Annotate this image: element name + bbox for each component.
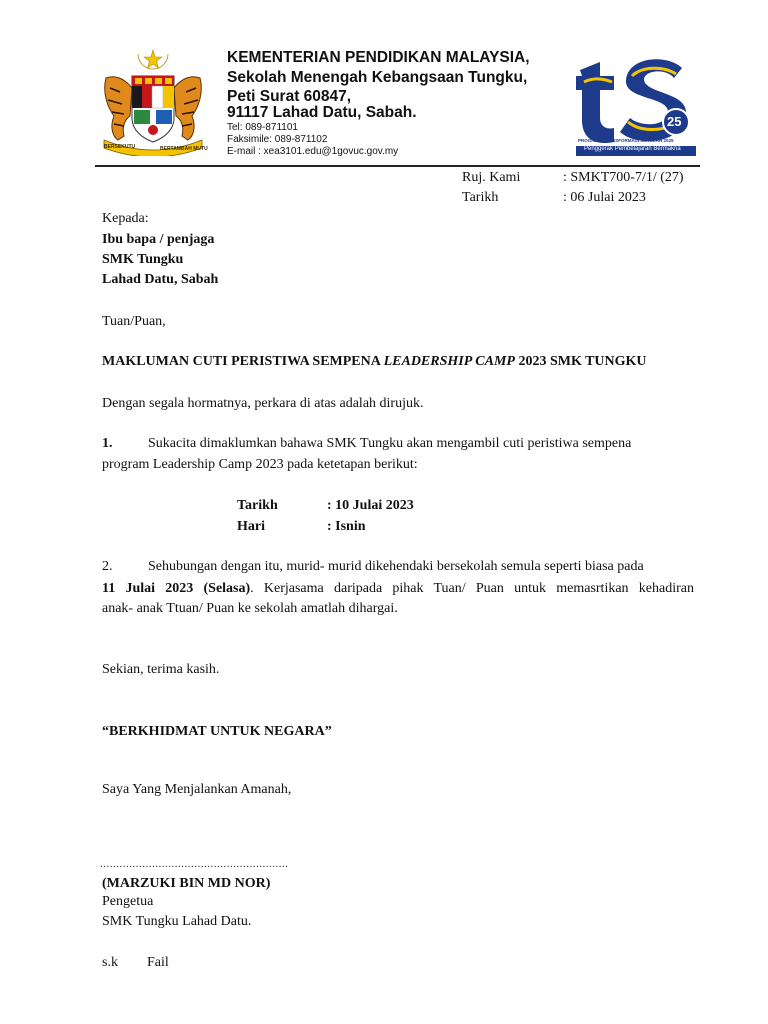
para2-line-2-rest: . Kerjasama daripada pihak Tuan/ Puan untuk memasrtikan kehadiran <box>250 581 694 596</box>
para1-line-2: program Leadership Camp 2023 pada ketetapan berikut: <box>102 457 418 472</box>
letter-date-label: Tarikh <box>462 190 499 205</box>
intro-text: Dengan segala hormatnya, perkara di atas adalah dirujuk. <box>102 396 424 411</box>
malaysia-coat-of-arms-logo <box>98 48 208 156</box>
detail-date-label: Tarikh <box>237 498 278 513</box>
motto: “BERKHIDMAT UNTUK NEGARA” <box>102 724 332 739</box>
postcode-city: 91117 Lahad Datu, Sabah. <box>227 104 417 121</box>
para1-number: 1. <box>102 436 113 451</box>
crest-motto-right: BERTAMBAH MUTU <box>160 146 208 152</box>
trust-line: Saya Yang Menjalankan Amanah, <box>102 782 292 797</box>
cc-value: Fail <box>147 955 169 970</box>
para2-line-1: Sehubungan dengan itu, murid- murid dikehendaki bersekolah semula seperti biasa pada <box>148 559 644 574</box>
closing-text: Sekian, terima kasih. <box>102 662 220 677</box>
subject-part-2: LEADERSHIP CAMP <box>383 354 515 369</box>
ref-value: : SMKT700-7/1/ (27) <box>563 170 684 185</box>
recipient-line-1: Ibu bapa / penjaga <box>102 232 215 247</box>
ministry-name: KEMENTERIAN PENDIDIKAN MALAYSIA, <box>227 49 530 66</box>
po-box: Peti Surat 60847, <box>227 88 352 105</box>
ts25-caption: PROGRAM TRANSFORMASI SEKOLAH 2025 <box>578 138 674 143</box>
recipient-line-3: Lahad Datu, Sabah <box>102 272 219 287</box>
letter-date-value: : 06 Julai 2023 <box>563 190 646 205</box>
recipient-line-2: SMK Tungku <box>102 252 184 267</box>
detail-day-value: : Isnin <box>327 519 366 534</box>
salutation: Tuan/Puan, <box>102 314 166 329</box>
subject-heading <box>102 352 647 372</box>
signatory-name: (MARZUKI BIN MD NOR) <box>102 876 271 891</box>
signatory-title: Pengetua <box>102 894 154 909</box>
signatory-school: SMK Tungku Lahad Datu. <box>102 914 252 929</box>
fax: Faksimile: 089-871102 <box>227 134 328 145</box>
para2-number: 2. <box>102 559 113 574</box>
recipient-to: Kepada: <box>102 211 149 226</box>
letterhead-divider <box>95 165 700 167</box>
email-address: E-mail : xea3101.edu@1govuc.gov.my <box>227 146 399 157</box>
para1-line-1: Sukacita dimaklumkan bahawa SMK Tungku akan mengambil cuti peristiwa sempena <box>148 436 632 451</box>
para2-line-3: anak- anak Ttuan/ Puan ke sekolah amatlah dihargai. <box>102 601 398 616</box>
subject-part-1: MAKLUMAN CUTI PERISTIWA SEMPENA <box>102 354 384 369</box>
detail-day-label: Hari <box>237 519 265 534</box>
ts25-tagline: Penggerak Pembelajaran Bermakna <box>584 146 681 152</box>
detail-date-value: : 10 Julai 2023 <box>327 498 414 513</box>
cc-label: s.k <box>102 955 118 970</box>
school-name: Sekolah Menengah Kebangsaan Tungku, <box>227 69 528 86</box>
para2-return-date: 11 Julai 2023 (Selasa) <box>102 581 251 596</box>
ts25-number: 25 <box>667 114 682 129</box>
para2-line-2 <box>102 578 694 599</box>
crest-motto-left: BERSEKUTU <box>104 144 136 150</box>
signature-dotted-line: .......................................................... <box>100 858 289 870</box>
ref-label: Ruj. Kami <box>462 170 521 185</box>
subject-part-3: 2023 SMK TUNGKU <box>514 354 647 369</box>
telephone: Tel: 089-871101 <box>227 122 298 133</box>
